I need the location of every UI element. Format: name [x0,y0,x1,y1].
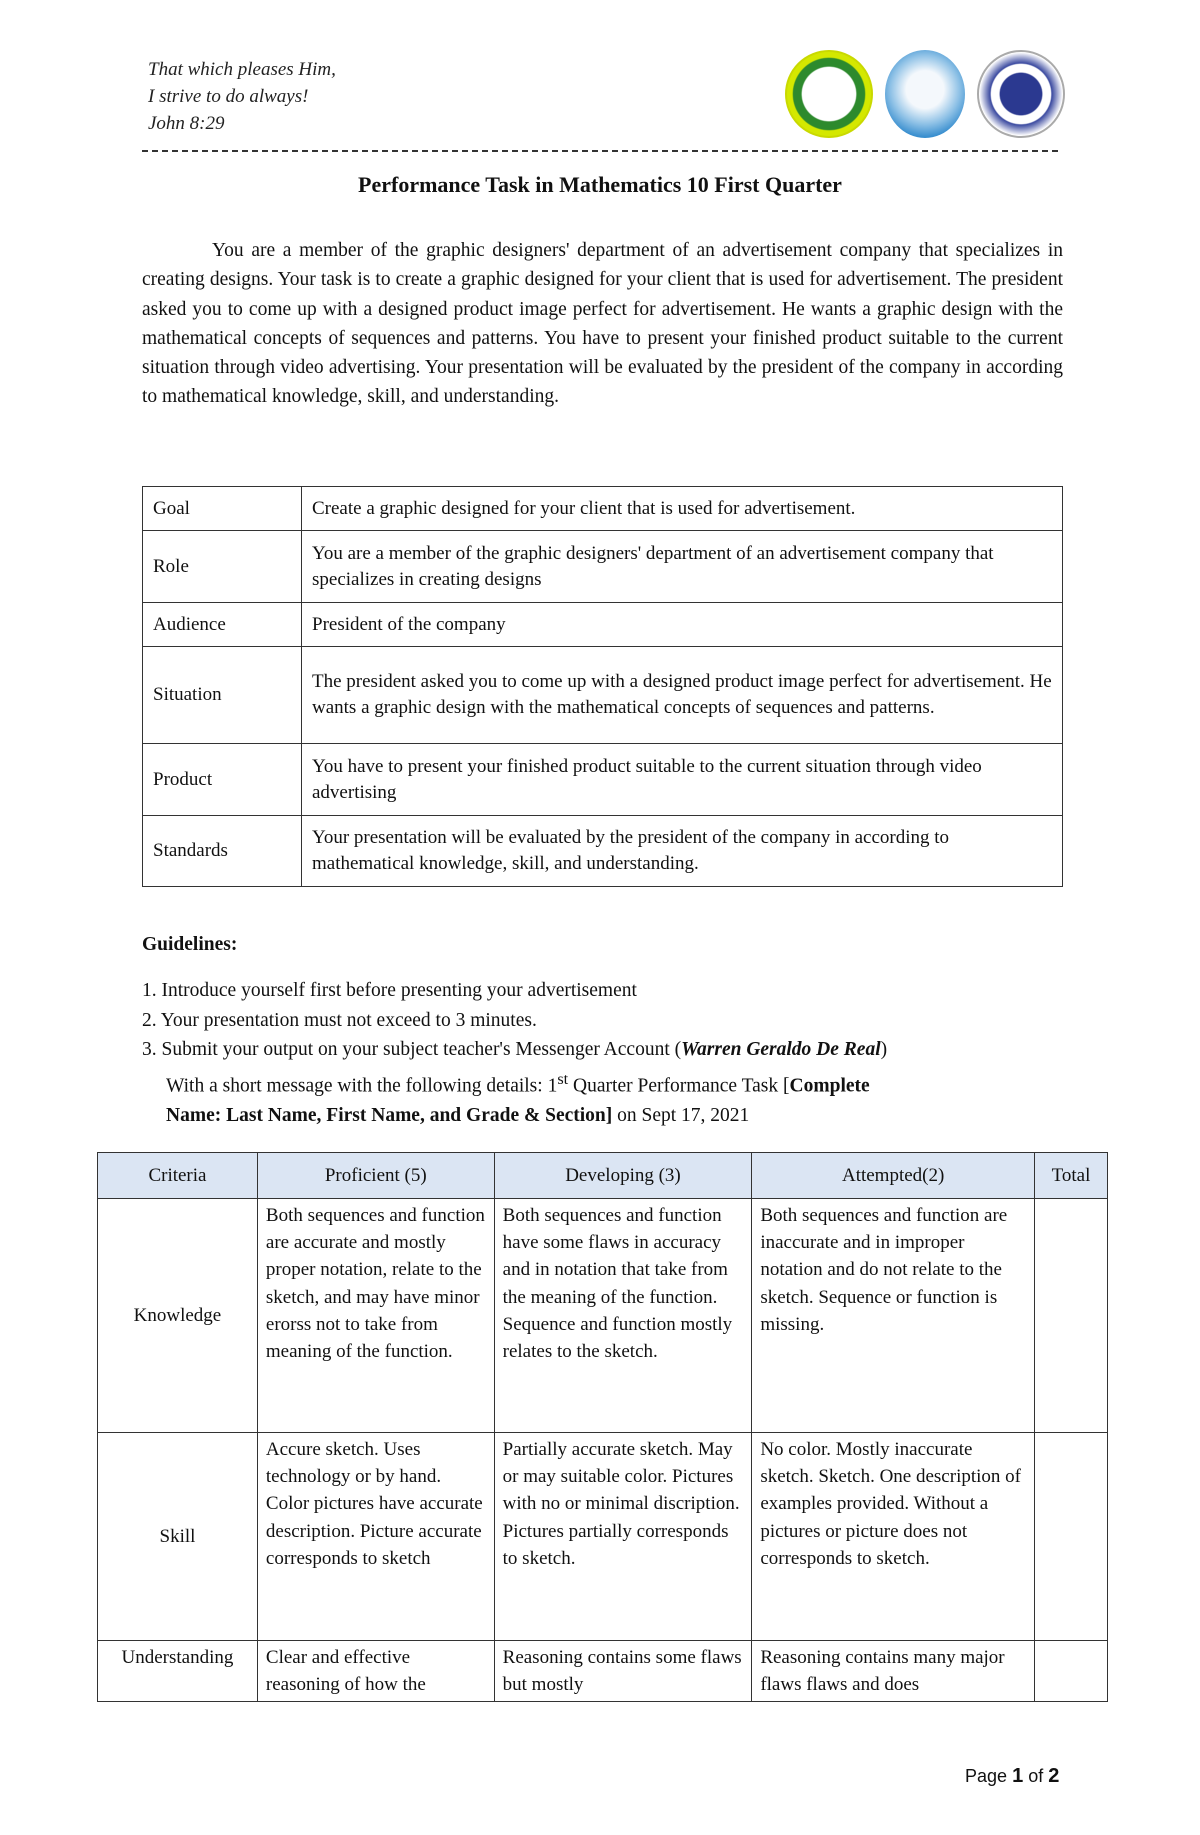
total-pages: 2 [1048,1765,1060,1787]
school-seal-logo [785,50,873,138]
row-text: President of the company [302,603,1063,647]
criteria-cell: Knowledge [98,1199,258,1433]
divider [142,150,1058,152]
table-row [143,816,1063,887]
bold-text: Name: Last Name, First Name, and Grade & Section] [166,1104,613,1126]
guideline-item: 2. Your presentation must not exceed to 3 minutes. [142,1009,537,1031]
table-row [143,487,1063,531]
guideline-detail [142,1065,1072,1101]
text: Quarter Performance Task [ [568,1075,790,1096]
table-row [143,744,1063,816]
text: Page [965,1766,1008,1786]
total-cell [1034,1433,1107,1641]
attempted-cell: Both sequences and function are inaccurate and in improper notation and do not relate to the sketch. Sequence or function is missing. [752,1199,1035,1433]
header-criteria: Criteria [98,1153,258,1199]
text: With a short message with the following details: 1 [166,1075,558,1096]
row-label: Product [143,744,302,816]
developing-cell: Both sequences and function have some flaws in accuracy and in notation that take from the meaning of the function. Sequence and function mostly relates to the sketch. [494,1199,752,1433]
grasps-table [142,486,1063,887]
attempted-cell: Reasoning contains many major flaws flaws and does [752,1641,1035,1702]
header-total: Total [1034,1153,1107,1199]
total-cell [1034,1641,1107,1702]
table-row [98,1433,1108,1641]
developing-cell: Reasoning contains some flaws but mostly [494,1641,752,1702]
logos [785,50,1065,138]
proficient-cell: Clear and effective reasoning of how the [257,1641,494,1702]
row-label: Audience [143,603,302,647]
text: ) [880,1039,888,1060]
total-cell [1034,1199,1107,1433]
proficient-cell: Accure sketch. Uses technology or by hand. Color pictures have accurate description. Picture accurate corresponds to sketch [257,1433,494,1641]
guideline-item: 1. Introduce yourself first before presenting your advertisement [142,980,637,1001]
table-row [98,1199,1108,1433]
motto [148,56,336,137]
guideline-detail [142,1101,1072,1131]
table-row [143,603,1063,647]
header-developing: Developing (3) [494,1153,752,1199]
guideline-item [142,1035,1072,1065]
criteria-cell: Understanding [98,1641,258,1702]
header-attempted: Attempted(2) [752,1153,1035,1199]
table-row [98,1641,1108,1702]
row-label: Standards [143,816,302,887]
row-text: You have to present your finished product suitable to the current situation through video advertising [302,744,1063,816]
page-title: Performance Task in Mathematics 10 First Quarter [358,172,842,197]
row-text: The president asked you to come up with a designed product image perfect for advertisement. He wants a graphic design with the mathematical concepts of sequences and patterns. [302,647,1063,744]
table-row [143,531,1063,603]
row-text: You are a member of the graphic designers' department of an advertisement company that specializes in creating designs [302,531,1063,603]
intro-paragraph: You are a member of the graphic designers' department of an advertisement company that specializes in creating designs. Your task is to create a graphic designed for your client that is used for advertisement. The president asked you to come up with a designed product image perfect for advertisement. He wants a graphic design with the mathematical concepts of sequences and patterns. You have to present your finished product suitable to the current situation through video advertising. Your presentation will be evaluated by the president of the company in according to mathematical knowledge, skill, and understanding. [142,240,1063,408]
motto-line: That which pleases Him, [148,59,336,80]
rubric-header-row [98,1153,1108,1199]
table-row [143,647,1063,744]
row-text: Your presentation will be evaluated by the president of the company in according to mathematical knowledge, skill, and understanding. [302,816,1063,887]
row-text: Create a graphic designed for your client that is used for advertisement. [302,487,1063,531]
guidelines-list [142,976,1072,1130]
proficient-cell: Both sequences and function are accurate and mostly proper notation, relate to the sketch, and may have minor erorss not to take from meaning of the function. [257,1199,494,1433]
criteria-cell: Skill [98,1433,258,1641]
row-label: Role [143,531,302,603]
text: 3. Submit your output on your subject teacher's Messenger Account ( [142,1039,682,1060]
page-number [965,1765,1059,1788]
teacher-name: Warren Geraldo De Real [681,1039,881,1060]
superscript: st [557,1069,569,1088]
developing-cell: Partially accurate sketch. May or may suitable color. Pictures with no or minimal discription. Pictures partially corresponds to sketch. [494,1433,752,1641]
current-page: 1 [1012,1765,1024,1787]
deped-seal-logo [977,50,1065,138]
attempted-cell: No color. Mostly inaccurate sketch. Sketch. One description of examples provided. Without a pictures or picture does not corresponds to sketch. [752,1433,1035,1641]
guidelines-heading: Guidelines: [142,934,238,955]
motto-verse: John 8:29 [148,113,225,134]
row-label: Goal [143,487,302,531]
text: on Sept 17, 2021 [612,1104,750,1126]
text: of [1028,1766,1044,1786]
virgin-mary-logo [885,50,965,138]
bold-text: Complete [789,1075,870,1096]
row-label: Situation [143,647,302,744]
motto-line: I strive to do always! [148,86,309,107]
header-proficient: Proficient (5) [257,1153,494,1199]
rubric-table [97,1152,1108,1702]
